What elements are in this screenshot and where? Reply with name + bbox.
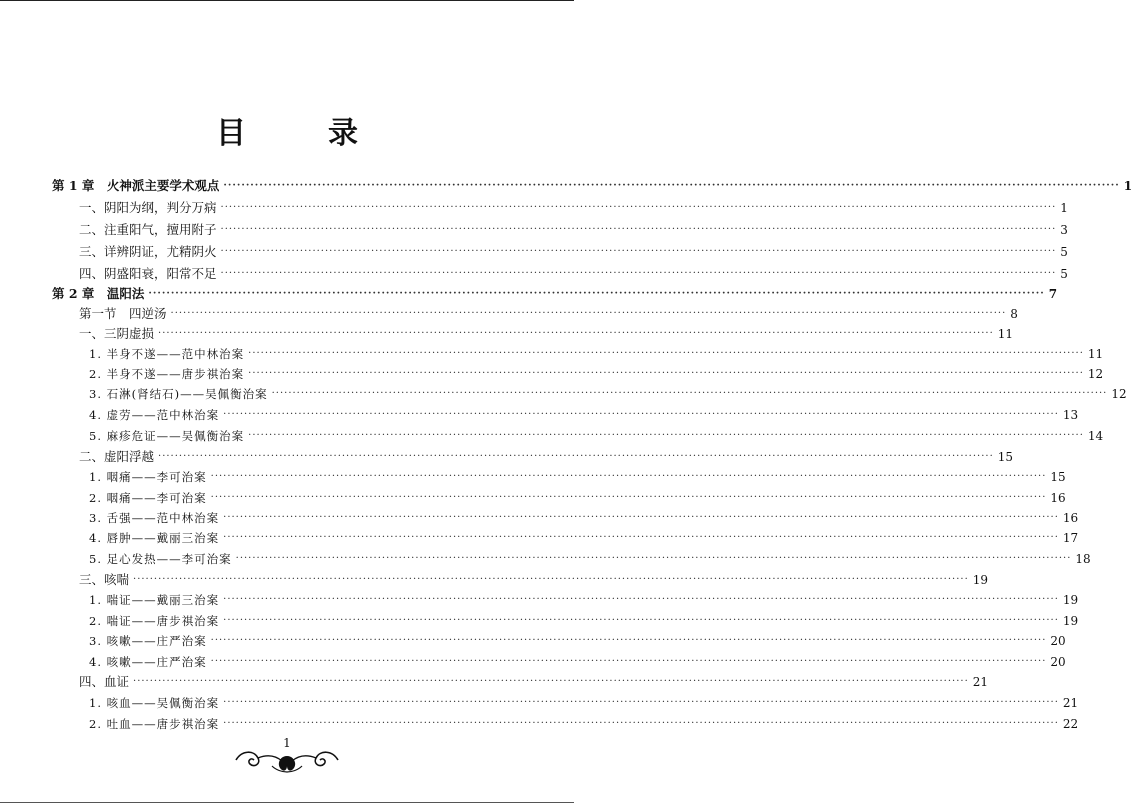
toc-leader-dots: ········································································································································································································ (223, 180, 1120, 191)
toc-section-row[interactable] (79, 447, 1014, 467)
toc-page-number: 20 (1050, 634, 1066, 648)
toc-leader-dots: ········································································································································································································ (158, 328, 994, 339)
toc-entry-label: 1. 咽痛——李可治案 (89, 470, 207, 484)
toc-leader-dots: ········································································································································································································ (223, 615, 1059, 626)
toc-leader-dots: ········································································································································································································ (248, 368, 1084, 379)
toc-leader-dots: ········································································································································································································ (210, 656, 1047, 667)
toc-case-row[interactable] (89, 467, 1066, 487)
toc-entry-label: 1. 半身不遂——范中林治案 (89, 347, 245, 361)
toc-page-number: 11 (1087, 347, 1104, 361)
toc-page-number: 1 (1060, 201, 1068, 215)
toc-leader-dots: ········································································································································································································ (220, 246, 1057, 257)
toc-page-number: 15 (1050, 470, 1066, 484)
toc-section-row[interactable] (79, 672, 989, 692)
toc-case-row[interactable] (89, 344, 1104, 364)
top-border (0, 0, 574, 1)
toc-page-number: 16 (1062, 511, 1079, 525)
toc-case-row[interactable] (89, 590, 1079, 610)
toc-page-number: 7 (1048, 287, 1058, 301)
toc-page-number: 11 (997, 327, 1014, 341)
toc-leader-dots: ········································································································································································································ (223, 697, 1059, 708)
toc-page-number: 5 (1060, 267, 1068, 281)
toc-leader-dots: ········································································································································································································ (271, 388, 1108, 399)
toc-page-number: 19 (972, 573, 989, 587)
toc-case-row[interactable] (89, 405, 1079, 425)
toc-section-row[interactable] (79, 304, 1018, 324)
toc-case-row[interactable] (89, 508, 1079, 528)
toc-page-number: 19 (1062, 593, 1079, 607)
toc-page-number: 19 (1062, 614, 1079, 628)
toc-entry-label: 第 1 章 火神派主要学术观点 (52, 178, 220, 193)
toc-leader-dots: ········································································································································································································ (235, 553, 1072, 564)
toc-leader-dots: ········································································································································································································ (170, 308, 1007, 319)
toc-leader-dots: ········································································································································································································ (248, 348, 1084, 359)
toc-case-row[interactable] (89, 426, 1104, 446)
toc-leader-dots: ········································································································································································································ (133, 574, 969, 585)
toc-entry-label: 四、阴盛阳衰，阳常不足 (79, 266, 217, 281)
toc-entry-label: 3. 咳嗽——庄严治案 (89, 634, 207, 648)
toc-chapter-row[interactable] (52, 176, 1132, 196)
toc-section-row[interactable] (79, 220, 1068, 240)
toc-page-number: 12 (1111, 387, 1127, 401)
toc-leader-dots: ········································································································································································································ (223, 409, 1059, 420)
toc-section-row[interactable] (79, 264, 1068, 284)
toc-page-number: 5 (1060, 245, 1068, 259)
toc-entry-label: 5. 麻疹危证——吴佩衡治案 (89, 429, 245, 443)
toc-page-number: 16 (1050, 491, 1066, 505)
toc-entry-label: 2. 咽痛——李可治案 (89, 491, 207, 505)
toc-page-number: 1 (1123, 179, 1132, 193)
toc-entry-label: 4. 虚劳——范中林治案 (89, 408, 220, 422)
toc-page-number: 21 (972, 675, 989, 689)
toc-leader-dots: ········································································································································································································ (148, 288, 1045, 299)
toc-entry-label: 四、血证 (79, 674, 130, 689)
toc-case-row[interactable] (89, 652, 1066, 672)
toc-section-row[interactable] (79, 242, 1068, 262)
toc-entry-label: 二、虚阳浮越 (79, 449, 155, 464)
toc-leader-dots: ········································································································································································································ (210, 471, 1047, 482)
toc-entry-label: 2. 吐血——唐步祺治案 (89, 717, 220, 731)
bottom-border (0, 802, 574, 803)
toc-case-row[interactable] (89, 364, 1104, 384)
toc-section-row[interactable] (79, 324, 1014, 344)
toc-entry-label: 二、注重阳气，擅用附子 (79, 222, 217, 237)
toc-page-number: 3 (1060, 223, 1068, 237)
toc-page-number: 21 (1062, 696, 1079, 710)
toc-page-number: 12 (1087, 367, 1104, 381)
toc-page-number: 15 (997, 450, 1014, 464)
toc-leader-dots: ········································································································································································································ (220, 224, 1057, 235)
toc-case-row[interactable] (89, 631, 1066, 651)
toc-leader-dots: ········································································································································································································ (220, 202, 1057, 213)
toc-page-number: 22 (1062, 717, 1079, 731)
toc-entry-label: 第 2 章 温阳法 (52, 286, 145, 301)
toc-leader-dots: ········································································································································································································ (223, 532, 1059, 543)
toc-case-row[interactable] (89, 528, 1079, 548)
toc-entry-label: 5. 足心发热——李可治案 (89, 552, 232, 566)
toc-case-row[interactable] (89, 384, 1127, 404)
toc-page-number: 18 (1075, 552, 1091, 566)
toc-leader-dots: ········································································································································································································ (210, 635, 1047, 646)
toc-entry-label: 2. 喘证——唐步祺治案 (89, 614, 220, 628)
toc-leader-dots: ········································································································································································································ (210, 492, 1047, 503)
toc-entry-label: 三、咳喘 (79, 572, 130, 587)
toc-case-row[interactable] (89, 549, 1091, 569)
toc-entry-label: 一、三阴虚损 (79, 326, 155, 341)
toc-entry-label: 2. 半身不遂——唐步祺治案 (89, 367, 245, 381)
toc-case-row[interactable] (89, 488, 1066, 508)
toc-section-row[interactable] (79, 198, 1068, 218)
toc-case-row[interactable] (89, 714, 1079, 734)
toc-entry-label: 第一节 四逆汤 (79, 306, 167, 321)
page-title: 目 录 (216, 116, 384, 151)
toc-entry-label: 3. 舌强——范中林治案 (89, 511, 220, 525)
toc-leader-dots: ········································································································································································································ (158, 451, 994, 462)
toc-entry-label: 三、详辨阴证，尤精阴火 (79, 244, 217, 259)
toc-leader-dots: ········································································································································································································ (133, 676, 969, 687)
toc-case-row[interactable] (89, 611, 1079, 631)
toc-leader-dots: ········································································································································································································ (223, 594, 1059, 605)
toc-case-row[interactable] (89, 693, 1079, 713)
decorative-scroll-icon (232, 744, 342, 774)
toc-leader-dots: ········································································································································································································ (220, 268, 1057, 279)
toc-leader-dots: ········································································································································································································ (223, 512, 1059, 523)
toc-entry-label: 1. 咳血——吴佩衡治案 (89, 696, 220, 710)
toc-entry-label: 4. 唇肿——戴丽三治案 (89, 531, 220, 545)
toc-entry-label: 4. 咳嗽——庄严治案 (89, 655, 207, 669)
toc-leader-dots: ········································································································································································································ (248, 430, 1084, 441)
toc-page-number: 20 (1050, 655, 1066, 669)
toc-page-number: 14 (1087, 429, 1104, 443)
toc-page-number: 17 (1062, 531, 1079, 545)
toc-page-number: 8 (1010, 307, 1018, 321)
toc-entry-label: 3. 石淋(肾结石)——吴佩衡治案 (89, 387, 268, 401)
toc-chapter-row[interactable] (52, 284, 1058, 304)
toc-section-row[interactable] (79, 570, 989, 590)
toc-page-number: 13 (1062, 408, 1079, 422)
page-number: 1 (283, 736, 291, 750)
toc-leader-dots: ········································································································································································································ (223, 718, 1059, 729)
toc-entry-label: 1. 喘证——戴丽三治案 (89, 593, 220, 607)
toc-entry-label: 一、阴阳为纲，判分万病 (79, 200, 217, 215)
